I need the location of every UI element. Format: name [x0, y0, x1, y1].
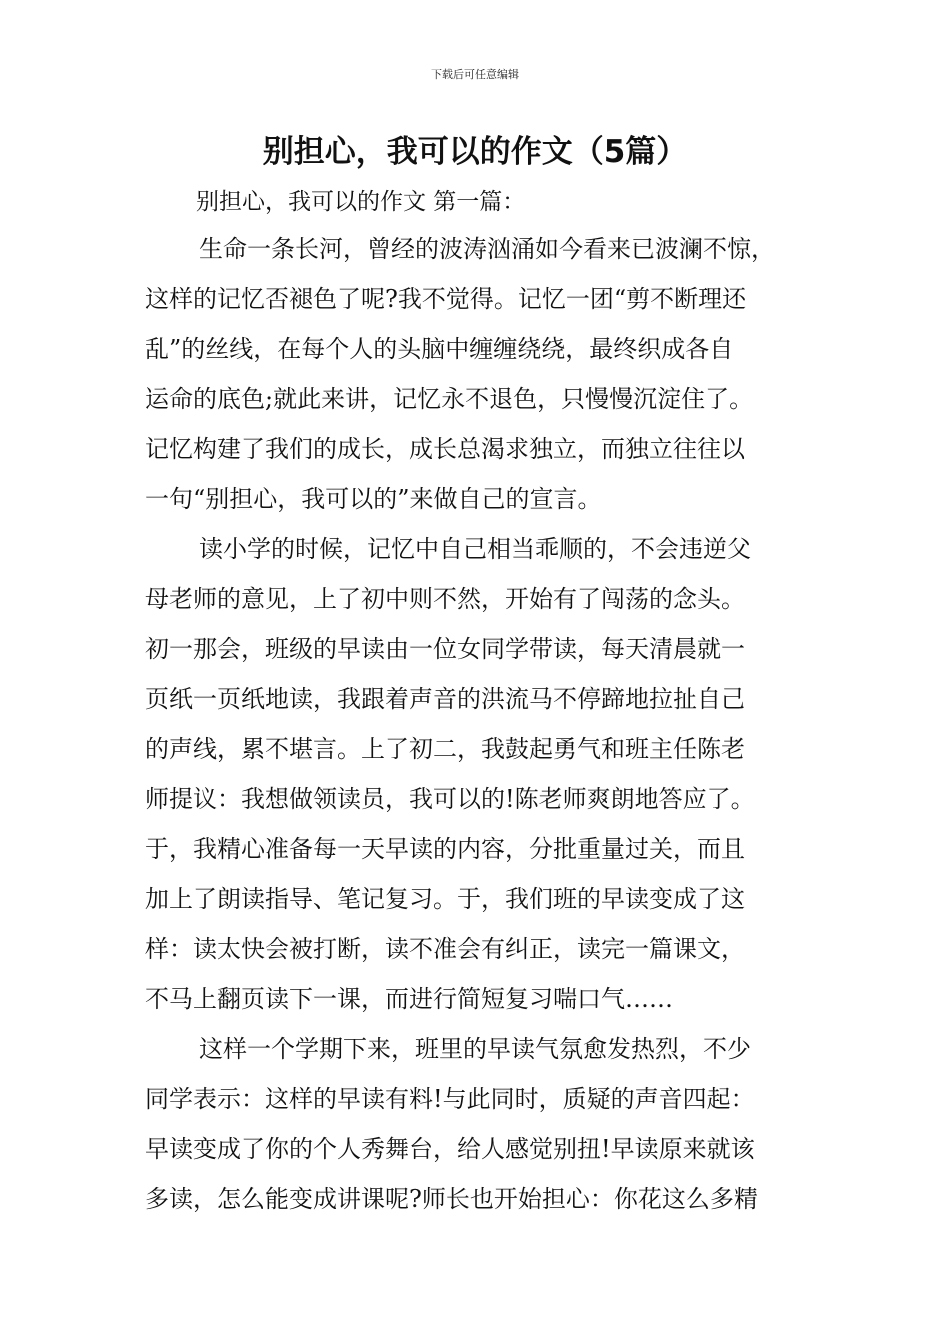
paragraph-line: 运命的底色;就此来讲，记忆永不退色，只慢慢沉淀住了。 — [145, 385, 754, 413]
paragraph-line: 师提议：我想做领读员，我可以的!陈老师爽朗地答应了。 — [145, 785, 755, 813]
paragraph-line: 多读，怎么能变成讲课呢?师长也开始担心：你花这么多精 — [145, 1185, 758, 1213]
paragraph-line: 页纸一页纸地读，我跟着声音的洪流马不停蹄地拉扯自己 — [145, 685, 745, 713]
paragraph-line: 一句“别担心，我可以的”来做自己的宣言。 — [145, 485, 602, 513]
paragraph-line: 早读变成了你的个人秀舞台，给人感觉别扭!早读原来就该 — [145, 1135, 755, 1163]
document-title: 别担心，我可以的作文（5篇） — [262, 134, 688, 170]
paragraph-line: 生命一条长河，曾经的波涛汹涌如今看来已波澜不惊， — [199, 235, 775, 263]
paragraph-line: 样：读太快会被打断，读不准会有纠正，读完一篇课文， — [145, 935, 745, 963]
paragraph-line: 乱”的丝线，在每个人的头脑中缠缠绕绕，最终织成各自 — [145, 335, 734, 363]
paragraph-line: 母老师的意见，上了初中则不然，开始有了闯荡的念头。 — [145, 585, 745, 613]
page-header: 下载后可任意编辑 — [431, 68, 519, 81]
paragraph-line: 初一那会，班级的早读由一位女同学带读，每天清晨就一 — [145, 635, 745, 663]
paragraph-line: 加上了朗读指导、笔记复习。于，我们班的早读变成了这 — [145, 885, 745, 913]
paragraph-line: 同学表示：这样的早读有料!与此同时，质疑的声音四起： — [145, 1085, 755, 1113]
paragraph-line: 读小学的时候，记忆中自己相当乖顺的，不会违逆父 — [199, 535, 751, 563]
paragraph-line: 的声线，累不堪言。上了初二，我鼓起勇气和班主任陈老 — [145, 735, 745, 763]
section-heading: 别担心，我可以的作文 第一篇： — [196, 189, 526, 215]
paragraph-line: 不马上翻页读下一课，而进行简短复习喘口气…… — [145, 985, 673, 1013]
paragraph-line: 记忆构建了我们的成长，成长总渴求独立，而独立往往以 — [145, 435, 745, 463]
paragraph-line: 这样一个学期下来，班里的早读气氛愈发热烈，不少 — [199, 1035, 751, 1063]
paragraph-line: 于，我精心准备每一天早读的内容，分批重量过关，而且 — [145, 835, 745, 863]
paragraph-line: 这样的记忆否褪色了呢?我不觉得。记忆一团“剪不断理还 — [145, 285, 747, 313]
